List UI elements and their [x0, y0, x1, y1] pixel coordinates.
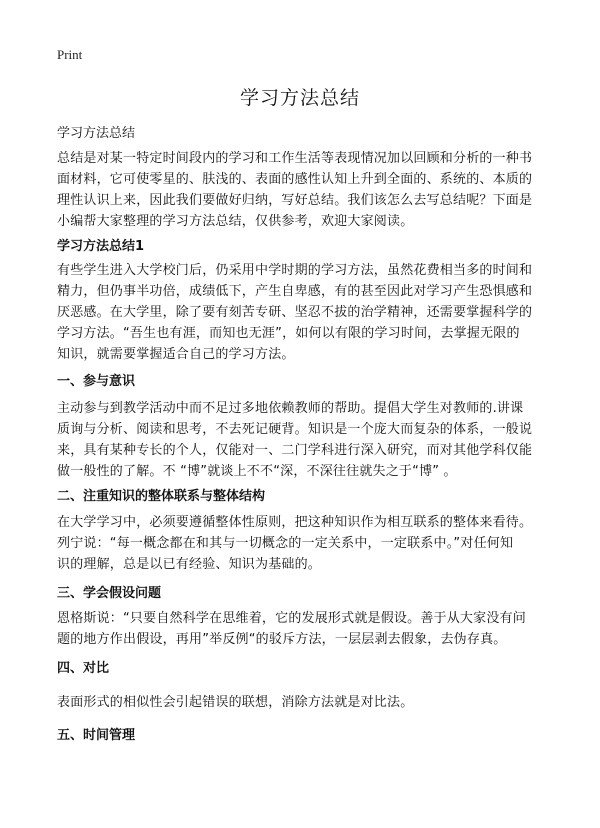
- text-line: 主动参与到教学活动中而不足过多地依赖教师的帮助。提倡大学生对教师的.讲课: [57, 401, 524, 416]
- text-line: 列宁说：“每一概念都在和其与一切概念的一定关系中，一定联系中。”对任何知: [57, 536, 514, 551]
- text-line: 题的地方作出假设，再用”举反例“的驳斥方法，一层层剥去假象，去伪存真。: [57, 632, 507, 647]
- text-line: 识的理解，总是以已有经验、知识为基础的。: [57, 557, 322, 572]
- text-line: 质询与分析、阅读和思考，不去死记硬背。知识是一个庞大而复杂的体系，一般说: [57, 422, 533, 437]
- section-paragraph: [57, 512, 532, 575]
- print-link[interactable]: Print: [57, 47, 83, 62]
- text-line: 知识，就需要掌握适合自己的学习方法。: [57, 347, 295, 362]
- section-heading: 学习方法总结1: [57, 239, 145, 254]
- section-paragraph: [57, 692, 413, 713]
- text-line: 理性认识上来，因此我们要做好归纳，写好总结。我们该怎么去写总结呢？下面是: [57, 193, 533, 208]
- intro-paragraph: [57, 148, 532, 232]
- section-paragraph: [57, 260, 532, 365]
- text-line: 精力，但仍事半功倍，成绩低下，产生自卑感，有的甚至因此对学习产生恐惧感和: [57, 284, 533, 299]
- text-line: 来，具有某种专长的个人，仅能对一、二门学科进行深入研究，而对其他学科仅能: [57, 443, 533, 458]
- text-line: 厌恶感。在大学里，除了要有刻苦专研、坚忍不拔的治学精神，还需要掌握科学的: [57, 305, 533, 320]
- text-line: 恩格斯说：“只要自然科学在思维着，它的发展形式就是假设。善于从大家没有问: [57, 611, 526, 626]
- text-line: 表面形式的相似性会引起错误的联想，消除方法就是对比法。: [57, 695, 414, 710]
- text-line: 学习方法。“吾生也有涯，而知也无涯”，如何以有限的学习时间，去掌握无限的: [57, 326, 520, 341]
- text-line: 有些学生进入大学校门后，仍采用中学时期的学习方法，虽然花费相当多的时间和: [57, 263, 533, 278]
- section-heading: 二、注重知识的整体联系与整体结构: [57, 489, 266, 504]
- text-line: 在大学学习中，必须要遵循整体性原则，把这种知识作为相互联系的整体来看待。: [57, 515, 533, 530]
- section-heading: 四、对比: [57, 661, 110, 676]
- section-paragraph: [57, 608, 526, 650]
- text-line: 面材料，它可使零星的、肤浅的、表面的感性认知上升到全面的、系统的、本质的: [57, 172, 533, 187]
- text-line: 做一般性的了解。不 “博”就谈上不不“深，不深往往就失之于“博” 。: [57, 464, 457, 479]
- page-title: 学习方法总结: [239, 87, 360, 109]
- text-line: 小编帮大家整理的学习方法总结，仅供参考，欢迎大家阅读。: [57, 214, 414, 229]
- text-line: 总结是对某一特定时间段内的学习和工作生活等表现情况加以回顾和分析的一种书: [57, 151, 533, 166]
- section-heading: 一、参与意识: [57, 374, 136, 389]
- section-heading: 三、学会假设问题: [57, 586, 162, 601]
- section-heading: 五、时间管理: [57, 728, 136, 743]
- section-paragraph: [57, 398, 532, 482]
- subtitle: 学习方法总结: [57, 126, 136, 141]
